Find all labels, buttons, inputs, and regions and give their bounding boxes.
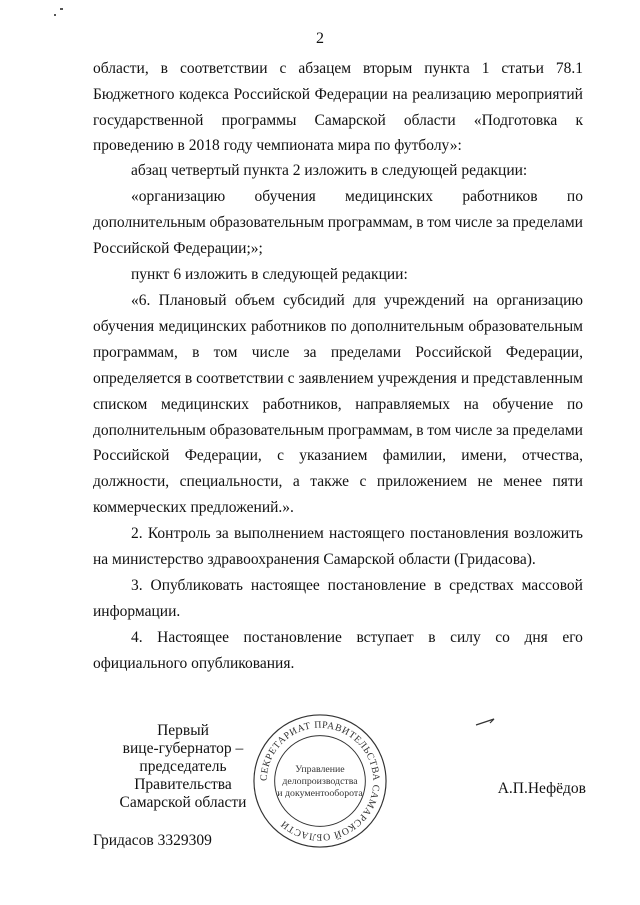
body-line: Бюджетного кодекса Российской Федерации на реализацию мероприятий (93, 86, 583, 103)
page-number: 2 (316, 30, 324, 47)
scan-speck (54, 14, 56, 16)
body-line: Российской Федерации, с указанием фамилии, имени, отчества, (93, 447, 583, 464)
body-line: 3. Опубликовать настоящее постановление в средствах массовой (131, 577, 583, 594)
body-line: коммерческих предложений.». (93, 499, 294, 516)
stamp-line: и документооборота (277, 787, 363, 799)
body-line: официального опубликования. (93, 655, 295, 672)
body-line: абзац четвертый пункта 2 изложить в следующей редакции: (131, 162, 528, 179)
body-line: программам, в том числе за пределами Российской Федерации, (93, 344, 583, 361)
body-line: на министерство здравоохранения Самарской области (Гридасова). (93, 551, 536, 568)
body-line: дополнительным образовательным программам, в том числе за пределами (93, 214, 583, 231)
body-line: «организацию обучения медицинских работников по (131, 188, 583, 205)
signature-mark (474, 716, 498, 728)
body-line: пункт 6 изложить в следующей редакции: (131, 266, 408, 283)
body-line: дополнительным образовательным программам, в том числе за пределами (93, 422, 583, 439)
body-line: информации. (93, 603, 181, 620)
stamp-line: делопроизводства (282, 775, 358, 787)
stamp-line: Управление (295, 764, 345, 776)
body-line: 4. Настоящее постановление вступает в силу со дня его (131, 629, 583, 646)
body-line: государственной программы Самарской области «Подготовка к (93, 112, 583, 129)
body-line: списком медицинских работников, направляемых на обучение по (93, 396, 583, 413)
body-line: «6. Плановый объем субсидий для учреждений на организацию (131, 292, 583, 309)
body-line: проведению в 2018 году чемпионата мира по футболу»: (93, 137, 462, 154)
scan-speck (60, 8, 63, 10)
body-line: должности, специальности, а также с приложением не менее пяти (93, 473, 583, 490)
executor-info: Гридасов 3329309 (93, 832, 212, 849)
official-stamp (251, 712, 389, 850)
signatory-name: А.П.Нефёдов (497, 780, 586, 797)
body-line: Российской Федерации;»; (93, 240, 263, 257)
stamp-ring-text: СЕКРЕТАРИАТ ПРАВИТЕЛЬСТВА САМАРСКОЙ ОБЛАСТИ (258, 719, 382, 843)
signature-title: Первый вице-губернатор – председатель Правительства Самарской области (119, 722, 247, 811)
body-line: определяется в соответствии с заявлением учреждения и представленным (93, 370, 583, 387)
body-line: области, в соответствии с абзацем вторым пункта 1 статьи 78.1 (93, 60, 583, 77)
body-line: обучения медицинских работников по дополнительным образовательным (93, 318, 583, 335)
body-line: 2. Контроль за выполнением настоящего постановления возложить (131, 525, 583, 542)
